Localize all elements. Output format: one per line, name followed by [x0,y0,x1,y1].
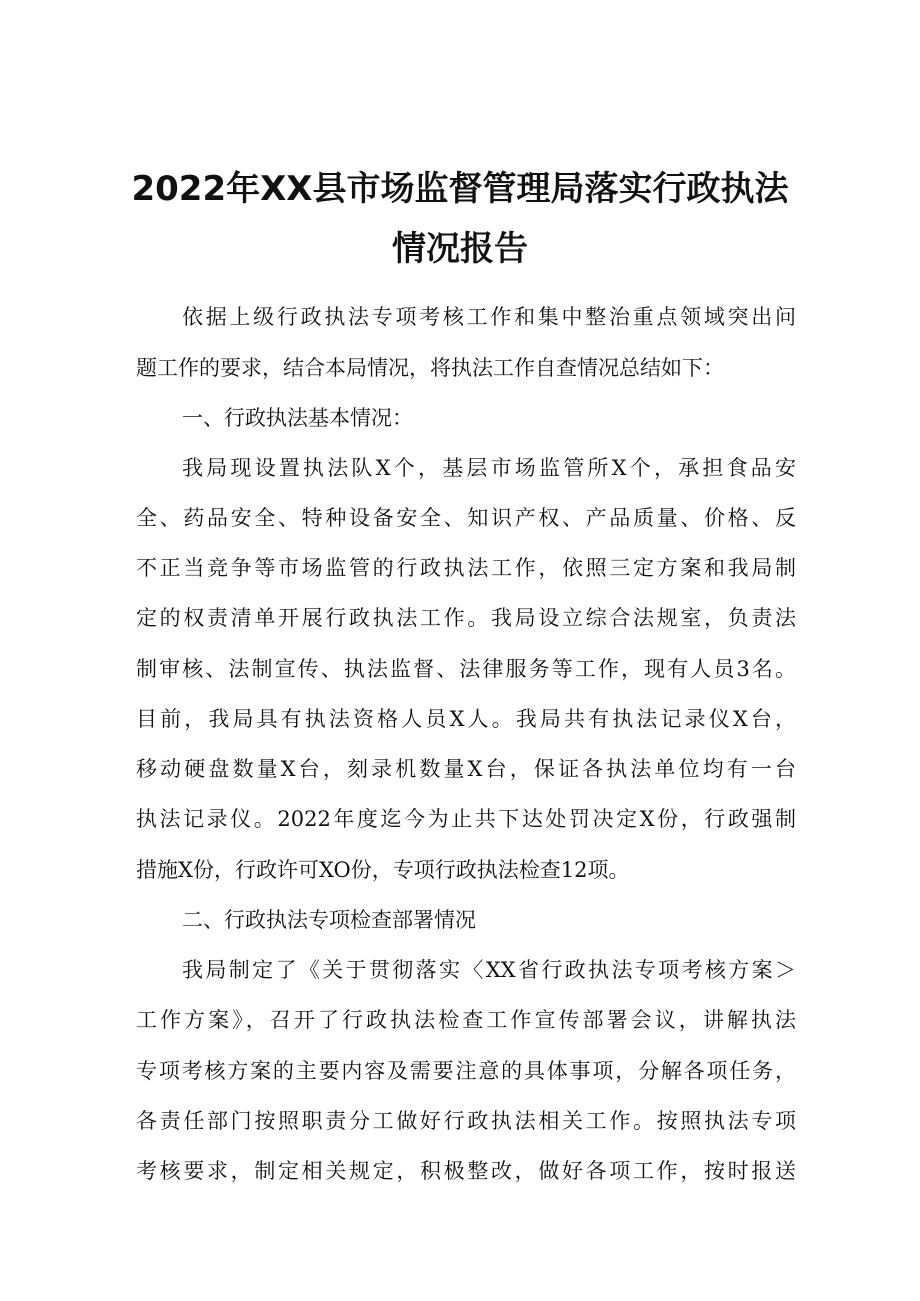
paragraph-basic-line-9: 措施X份，行政许可XO份，专项行政执法检查12项。 [136,858,630,882]
paragraph-deploy-line-2: 工作方案》，召开了行政执法检查工作宣传部署会议，讲解执法 [136,1008,796,1032]
document-title-line-2: 情况报告 [392,229,528,269]
paragraph-intro-line-2: 题工作的要求，结合本局情况，将执法工作自查情况总结如下： [136,356,724,380]
paragraph-basic-line-1: 我局现设置执法队X个，基层市场监管所X个，承担食品安 [182,456,796,480]
section-heading-1: 一、行政执法基本情况： [182,406,413,430]
paragraph-basic-line-3: 不正当竞争等市场监管的行政执法工作，依照三定方案和我局制 [136,556,796,580]
paragraph-basic-line-8: 执法记录仪。2022年度迄今为止共下达处罚决定X份，行政强制 [136,807,796,831]
paragraph-basic-line-5: 制审核、法制宣传、执法监督、法律服务等工作，现有人员3名。 [136,657,796,681]
paragraph-deploy-line-4: 各责任部门按照职责分工做好行政执法相关工作。按照执法专项 [136,1109,796,1133]
paragraph-deploy-line-3: 专项考核方案的主要内容及需要注意的具体事项，分解各项任务， [136,1059,796,1083]
paragraph-basic-line-7: 移动硬盘数量X台，刻录机数量X台，保证各执法单位均有一台 [136,757,796,781]
document-title-line-1: 2022年XX县市场监督管理局落实行政执法 [131,169,789,209]
paragraph-basic-line-2: 全、药品安全、特种设备安全、知识产权、产品质量、价格、反 [136,506,796,530]
section-heading-2: 二、行政执法专项检查部署情况 [182,908,476,932]
paragraph-intro-line-1: 依据上级行政执法专项考核工作和集中整治重点领域突出问 [182,305,796,329]
paragraph-basic-line-6: 目前，我局具有执法资格人员X人。我局共有执法记录仪X台， [136,707,796,731]
paragraph-deploy-line-5: 考核要求，制定相关规定，积极整改，做好各项工作，按时报送 [136,1159,796,1183]
paragraph-basic-line-4: 定的权责清单开展行政执法工作。我局设立综合法规室，负责法 [136,606,796,630]
paragraph-deploy-line-1: 我局制定了《关于贯彻落实〈XX省行政执法专项考核方案＞ [182,958,796,982]
